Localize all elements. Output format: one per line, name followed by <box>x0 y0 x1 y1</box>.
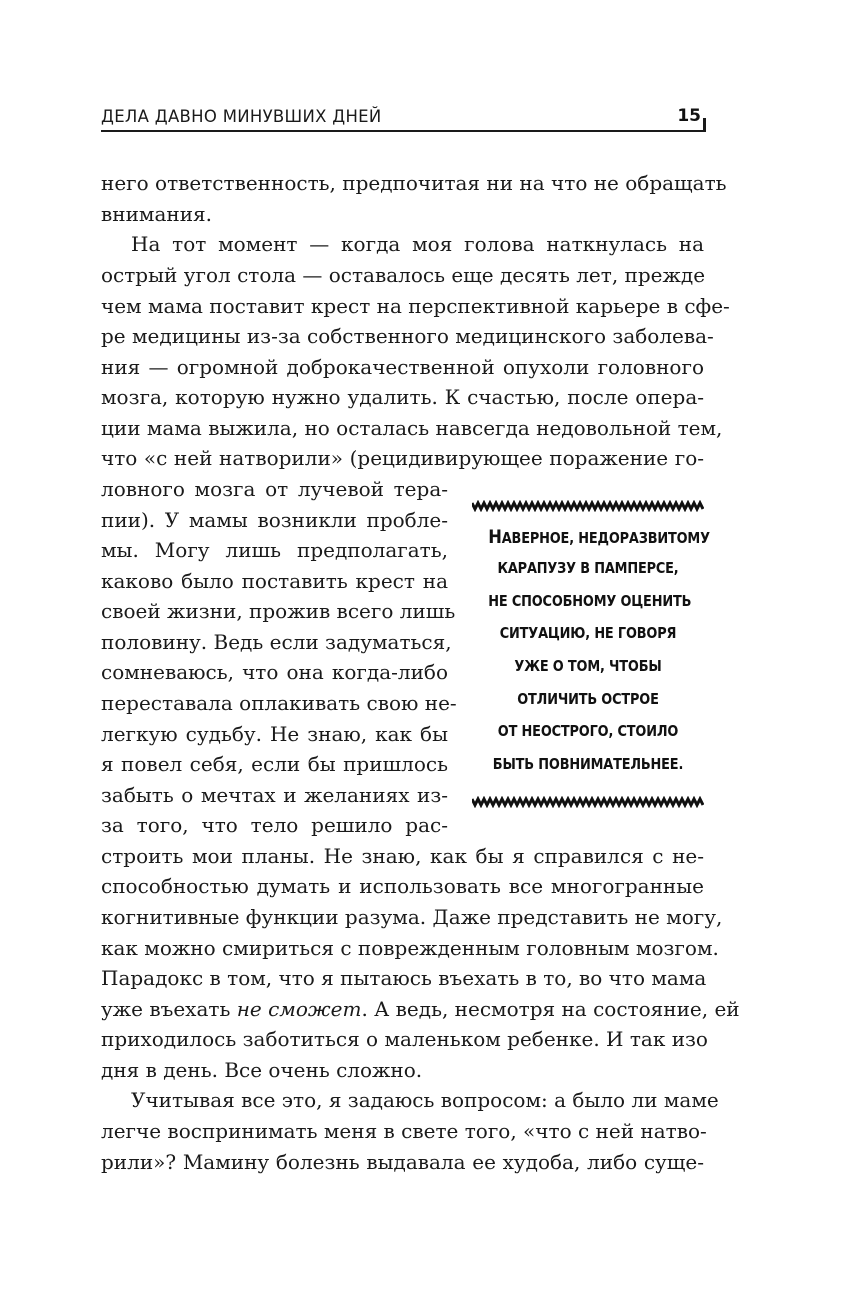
text-line: половину. Ведь если задуматься, <box>101 630 452 654</box>
text-line: за того, что тело решило рас- <box>101 813 448 837</box>
text-line: легче воспринимать меня в свете того, «что с ней натво- <box>101 1119 707 1143</box>
text-line: рили»? Мамину болезнь выдавала ее худоба, либо суще- <box>101 1150 704 1174</box>
text-line: острый угол стола — оставалось еще десять лет, прежде <box>101 263 706 287</box>
text-line: него ответственность, предпочитая ни на что не обращать <box>101 171 727 195</box>
text-line: пии). У мамы возникли пробле- <box>101 508 448 532</box>
text-line: способностью думать и использовать все многогранные <box>101 874 704 898</box>
pull-quote-line: ОТ НЕОСТРОГО, СТОИЛО <box>497 722 679 740</box>
pull-quote-line: СИТУАЦИЮ, НЕ ГОВОРЯ <box>499 624 677 642</box>
text-line: приходилось заботиться о маленьком ребенке. И так изо <box>101 1027 708 1051</box>
text-line: забыть о мечтах и желаниях из- <box>101 783 448 807</box>
pull-quote-line: НЕ СПОСОБНОМУ ОЦЕНИТЬ <box>488 592 692 610</box>
text-line: что «с ней натворили» (рецидивирующее поражение го- <box>101 446 704 470</box>
pull-quote-line: УЖЕ О ТОМ, ЧТОБЫ <box>514 657 662 675</box>
text-line: внимания. <box>101 202 213 226</box>
text-line: переставала оплакивать свою не- <box>101 691 457 715</box>
text-line: как можно смириться с поврежденным головным мозгом. <box>101 936 719 960</box>
paragraph-start-line: На тот момент — когда моя голова наткнулась на <box>131 232 704 256</box>
text-line: Парадокс в том, что я пытаюсь въехать в то, во что мама <box>101 966 707 990</box>
pull-quote-line: КАРАПУЗУ В ПАМПЕРСЕ, <box>497 559 679 577</box>
header-rule-tick <box>703 118 706 132</box>
text-line: каково было поставить крест на <box>101 569 448 593</box>
pull-quote <box>472 500 710 812</box>
text-line: когнитивные функции разума. Даже представить не могу, <box>101 905 723 929</box>
text-line: я повел себя, если бы пришлось <box>101 752 448 776</box>
running-header <box>101 104 704 132</box>
text-line: дня в день. Все очень сложно. <box>101 1058 423 1082</box>
text-line: ловного мозга от лучевой тера- <box>101 477 448 501</box>
paragraph-start-line: Учитывая все это, я задаюсь вопросом: а было ли маме <box>131 1088 719 1112</box>
text-line: ции мама выжила, но осталась навсегда недовольной тем, <box>101 416 723 440</box>
text-line: сомневаюсь, что она когда-либо <box>101 660 448 684</box>
pull-quote-line: БЫТЬ ПОВНИМАТЕЛЬНЕЕ. <box>492 755 684 773</box>
zigzag-rule-bottom <box>472 796 704 808</box>
text-line: ре медицины из-за собственного медицинского заболева- <box>101 324 714 348</box>
text-line: мы. Могу лишь предполагать, <box>101 538 448 562</box>
text-line: строить мои планы. Не знаю, как бы я справился с не- <box>101 844 704 868</box>
text-segment: уже въехать <box>101 997 231 1021</box>
text-line: чем мама поставит крест на перспективной карьере в сфе- <box>101 294 730 318</box>
zigzag-rule-top <box>472 500 704 512</box>
pull-quote-line: НАВЕРНОЕ, НЕДОРАЗВИТОМУ <box>488 526 710 548</box>
text-line: своей жизни, прожив всего лишь <box>101 599 456 623</box>
text-line-with-italic <box>101 994 740 1024</box>
running-title: ДЕЛА ДАВНО МИНУВШИХ ДНЕЙ <box>101 107 382 126</box>
italic-emphasis: не сможет <box>236 997 362 1021</box>
page-number: 15 <box>677 106 701 126</box>
text-line: ния — огромной доброкачественной опухоли головного <box>101 355 704 379</box>
text-line: мозга, которую нужно удалить. К счастью, после опера- <box>101 385 704 409</box>
text-line: легкую судьбу. Не знаю, как бы <box>101 722 448 746</box>
text-segment: . А ведь, несмотря на состояние, ей <box>361 997 740 1021</box>
pull-quote-line: ОТЛИЧИТЬ ОСТРОЕ <box>517 690 659 708</box>
